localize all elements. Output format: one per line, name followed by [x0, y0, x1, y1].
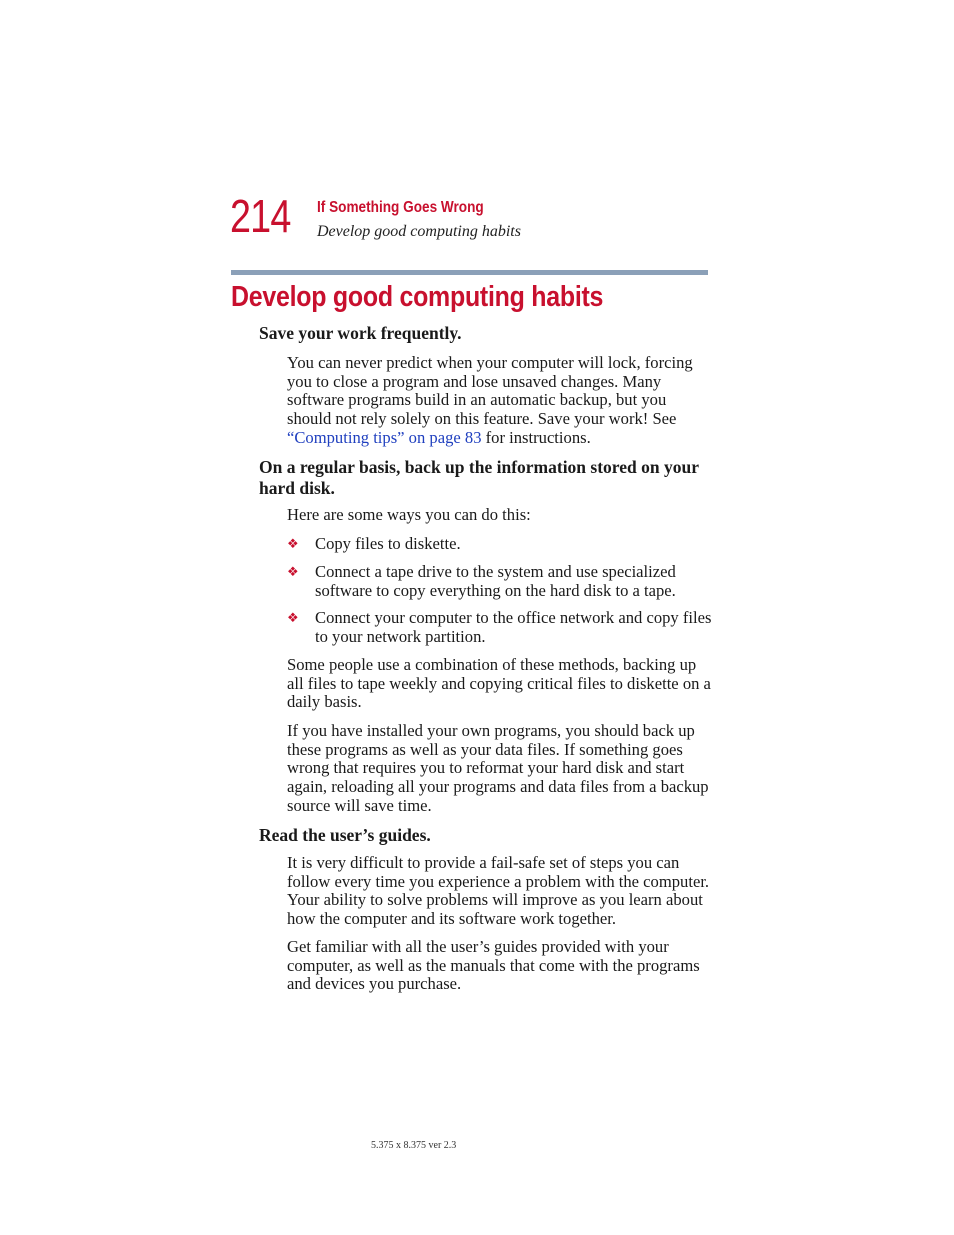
- page-heading: Develop good computing habits: [231, 281, 604, 313]
- heading-rule: [231, 270, 708, 275]
- list-item-text: Copy files to diskette.: [315, 534, 461, 553]
- subheading-save-work: Save your work frequently.: [259, 323, 462, 343]
- chapter-title: If Something Goes Wrong: [317, 199, 484, 216]
- computing-tips-link[interactable]: “Computing tips” on page 83: [287, 427, 482, 447]
- list-item-text: Connect a tape drive to the system and use specialized software to copy everything on the hard disk to a tape.: [315, 562, 676, 600]
- diamond-bullet-icon: ❖: [287, 610, 299, 625]
- paragraph-own-programs: If you have installed your own programs, you should back up these programs as well as your data files. If something goes wrong that requires you to reformat your hard disk and start again, reloading all your programs and data files from a backup source will save time.: [287, 721, 709, 815]
- diamond-bullet-icon: ❖: [287, 536, 299, 551]
- page-number: 214: [230, 190, 291, 242]
- subheading-read-guides: Read the user’s guides.: [259, 825, 431, 845]
- running-section-title: Develop good computing habits: [317, 223, 521, 240]
- list-item-text: Connect your computer to the office network and copy files to your network partition.: [315, 608, 712, 646]
- paragraph-text-end: for instructions.: [481, 427, 591, 447]
- paragraph-combination: Some people use a combination of these methods, backing up all files to tape weekly and copying critical files to diskette on a daily basis.: [287, 655, 711, 712]
- paragraph-intro: Here are some ways you can do this:: [287, 505, 531, 524]
- page-footer: 5.375 x 8.375 ver 2.3: [371, 1140, 457, 1151]
- diamond-bullet-icon: ❖: [287, 564, 299, 579]
- paragraph-save-work: [287, 354, 712, 448]
- paragraph-text: You can never predict when your computer will lock, forcing you to close a program and lose unsaved changes. Many software programs build in an automatic backup, but you should not rely solely on this feature. Save your work! See: [287, 353, 693, 429]
- paragraph-get-familiar: Get familiar with all the user’s guides provided with your computer, as well as the manuals that come with the programs and devices you purchase.: [287, 937, 700, 994]
- subheading-back-up: On a regular basis, back up the information stored on your hard disk.: [259, 457, 699, 498]
- paragraph-fail-safe: It is very difficult to provide a fail-safe set of steps you can follow every time you experience a problem with the computer. Your ability to solve problems will improve as you learn about how the computer and its software work together.: [287, 853, 710, 929]
